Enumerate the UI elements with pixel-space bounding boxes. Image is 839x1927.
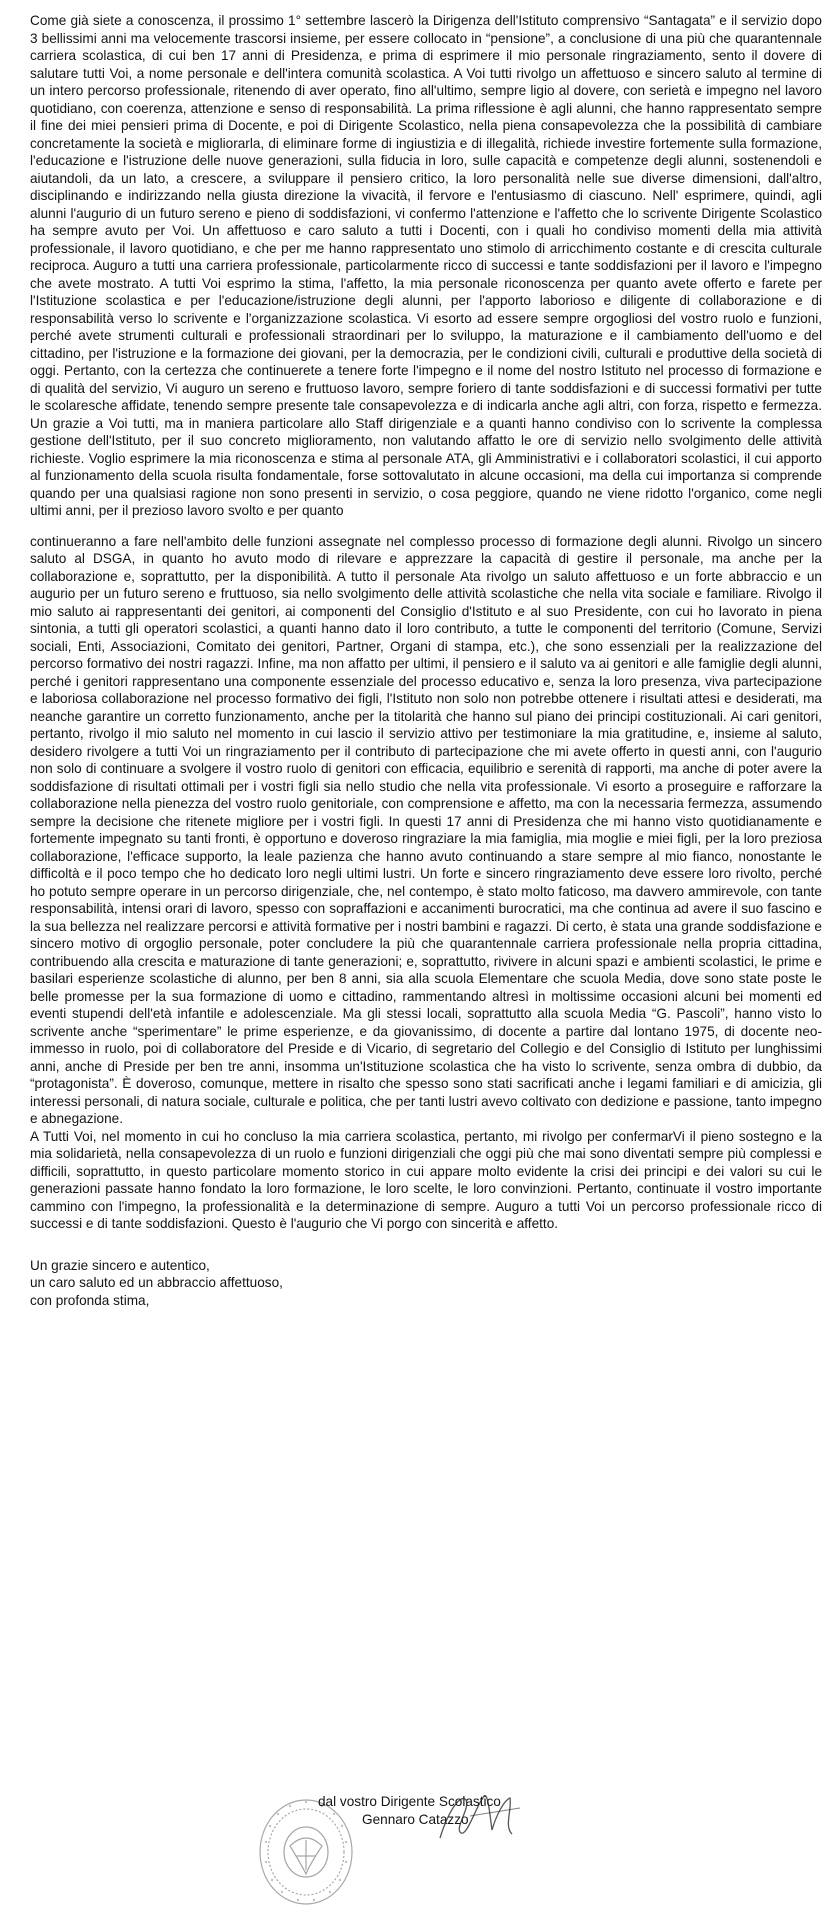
letter-paragraph-1: Come già siete a conoscenza, il prossimo 1° settembre lascerò la Dirigenza dell'Istituto comprensivo “Santagata” e il servizio dopo 3 bellissimi anni ma velocemente trascorsi insieme, per essere collocato in “pensione”, a conclusione di una più che quarantennale carriera scolastica, di cui ben 17 anni di Presidenza, e prima di esprimere il mio personale ringraziamento, sento il dovere di salutare tutti Voi, a nome personale e dell'intera comunità scolastica. A Voi tutti rivolgo un affettuoso e sincero saluto al termine di un intero percorso professionale, ritenendo di aver operato, fino all'ultimo, sempre ligio al dovere, con serietà e impegno nel lavoro quotidiano, con coerenza, attenzione e senso di responsabilità. La prima riflessione è agli alunni, che hanno rappresentato sempre il fine dei miei pensieri prima di Docente, e poi di Dirigente Scolastico, nella piena consapevolezza che la possibilità di cambiare concretamente la società e migliorarla, di eliminare forme di ingiustizia e di illegalità, richiede investire fortemente sulla formazione, l'educazione e l'istruzione delle nuove generazioni, sulla fiducia in loro, sulle capacità e competenze degli alunni, sostenendoli e aiutandoli, da un lato, a crescere, a sviluppare il pensiero critico, la loro personalità nelle sue diverse dimensioni, dall'altro, disciplinando e indirizzando nella giusta direzione la vivacità, il fervore e l'entusiasmo di ciascuno. Nell' esprimere, quindi, agli alunni l'augurio di un futuro sereno e pieno di soddisfazioni, vi confermo l'attenzione e l'affetto che lo scrivente Dirigente Scolastico ha sempre avuto per Voi. Un affettuoso e caro saluto a tutti i Docenti, con i quali ho condiviso momenti della mia attività professionale, il lavoro quotidiano, e che per me hanno rappresentato uno stimolo di arricchimento costante e di crescita culturale reciproca. Auguro a tutti una carriera professionale, particolarmente ricco di successi e tante soddisfazioni per il lavoro e l'impegno che avete mostrato. A tutti Voi esprimo la stima, l'affetto, la mia personale riconoscenza per quanto avete offerto e farete per l'Istituzione scolastica e per l'educazione/istruzione degli alunni, per l'apporto laborioso e diligente di collaborazione e di responsabilità verso lo scrivente e l'organizzazione scolastica. Vi esorto ad essere sempre orgogliosi del vostro ruolo e funzioni, perché avete strumenti culturali e professionali straordinari per lo sviluppo, la maturazione e il cambiamento dell'uomo e del cittadino, per l'istruzione e la formazione dei giovani, per la democrazia, per le condizioni civili, culturali e produttive della società di oggi. Pertanto, con la certezza che continuerete a tenere forte l'impegno e il nome del nostro Istituto nel processo di formazione e di qualità del servizio, Vi auguro un sereno e fruttuoso lavoro, sempre foriero di tante soddisfazioni e di successi formativi per tutte le scolaresche affidate, tenendo sempre presente tale consapevolezza e di indicarla anche agli altri, con forza, rispetto e fermezza. Un grazie a Voi tutti, ma in maniera particolare allo Staff dirigenziale e a quanti hanno condiviso con lo scrivente la complessa gestione dell'Istituto, per il suo concreto miglioramento, non valutando affatto le ore di servizio nello svolgimento delle attività richieste. Voglio esprimere la mia riconoscenza e stima al personale ATA, gli Amministrativi e i collaboratori scolastici, il cui apporto al funzionamento della scuola risulta fondamentale, forse sottovalutato in alcune occasioni, ma della cui importanza si comprende quando per una qualsiasi ragione non sono presenti in servizio, o cosa peggiore, quando ne viene ridotto l'organico, come negli ultimi anni, per il prezioso lavoro svolto e per quanto [30,13,822,518]
signature-block [250,1786,580,1918]
closing-line-3: con profonda stima, [30,1292,150,1308]
letter-body [30,12,822,1309]
letter-paragraph-2: continueranno a fare nell'ambito delle funzioni assegnate nel complesso processo di formazione degli alunni. Rivolgo un sincero saluto al DSGA, in quanto ho avuto modo di rilevare e apprezzare la capacità di gestire il personale, ma anche per la collaborazione e, soprattutto, per la disponibilità. A tutto il personale Ata rivolgo un saluto affettuoso e un forte abbraccio e un augurio per un futuro sereno e fruttuoso, sia nello svolgimento delle attività scolastiche che nella vita sociale e familiare. Rivolgo il mio saluto ai rappresentanti dei genitori, ai componenti del Consiglio d'Istituto e al suo Presidente, con cui ho lavorato in piena sintonia, a tutti gli operatori scolastici, a quanti hanno dato il loro contributo, a tutte le componenti del territorio (Comune, Servizi sociali, Enti, Associazioni, Comitato dei genitori, Partner, Organi di stampa, etc.), che sono essenziali per la realizzazione del percorso formativo dei nostri ragazzi. Infine, ma non affatto per ultimi, il pensiero e il saluto va ai genitori e alle famiglie degli alunni, perché i genitori rappresentano una componente essenziale del processo educativo e, senza la loro presenza, viva partecipazione e laboriosa collaborazione nel processo formativo dei figli, l'Istituto non solo non potrebbe ottenere i risultati attesi e desiderati, ma neanche garantire un corretto funzionamento, anche per la titolarità che hanno sul piano dei principi costituzionali. Ai cari genitori, pertanto, rivolgo il mio saluto nel momento in cui lascio il servizio attivo per testimoniare la mia gratitudine, e, insieme al saluto, desidero rivolgere a tutti Voi un ringraziamento per il contributo di partecipazione che mi avete offerto in questi anni, con l'augurio non solo di continuare a svolgere il vostro ruolo di genitori con efficacia, equilibrio e serenità di rapporti, ma anche di poter avere la soddisfazione di risultati ottimali per i vostri figli sia nello studio che nella vita professionale. Vi esorto a proseguire e rafforzare la collaborazione nella pienezza del vostro ruolo genitoriale, con comprensione e affetto, ma con la necessaria fermezza, assumendo sempre la decisione che ritenete migliore per i vostri figli. In questi 17 anni di Presidenza che mi hanno visto quotidianamente e fortemente impegnato su tanti fronti, è opportuno e doveroso ringraziare la mia famiglia, mia moglie e miei figli, per la loro preziosa collaborazione, l'efficace supporto, la leale pazienza che hanno avuto continuando a stare sempre al mio fianco, nonostante le difficoltà e il poco tempo che ho dedicato loro negli ultimi lustri. Un forte e sincero ringraziamento deve essere loro rivolto, perché ho potuto sempre operare in un percorso dirigenziale, che, nel contempo, è stato molto faticoso, ma davvero ammirevole, con tante responsabilità, intensi orari di lavoro, spesso con sopraffazioni e accanimenti burocratici, ma che continua ad avere il suo fascino e la sua bellezza nel realizzare percorsi e attività formative per i nostri bambini e ragazzi. Di certo, è stata una grande soddisfazione e sincero motivo di orgoglio personale, poter concludere la più che quarantennale carriera professionale nella propria cittadina, contribuendo alla crescita e maturazione di tante generazioni; e, soprattutto, rivivere in alcuni spazi e ambienti scolastici, le prime e basilari esperienze scolastiche di alunno, per ben 8 anni, sia alla scuola Elementare che scuola Media, dove sono state poste le belle promesse per la sua formazione di uomo e cittadino, rammentando altresì in moltissime occasioni alcuni bei momenti ed eventi stupendi dell'età infantile e adolescenziale. Ma gli stessi locali, soprattutto alla scuola Media “G. Pascoli”, hanno visto lo scrivente anche “sperimentare” le prime esperienze, e da giovanissimo, di docente a partire dal lontano 1975, di docente neo-immesso in ruolo, poi di collaboratore del Preside e di Vicario, di segretario del Collegio e del Consiglio di Istituto per lunghissimi anni, anche di Preside per ben tre anni, insomma un'Istituzione scolastica che ha visto lo scrivente, senza ombra di dubbio, da “protagonista”. È doveroso, comunque, mettere in risalto che spesso sono stati sacrificati anche i legami familiari e di amicizia, gli interessi personali, di natura sociale, culturale e politica, che per tanti lustri avevo coltivato con dedizione e passione, tanto impegno e abnegazione. [30,533,822,1126]
signature-name: Gennaro Catazzo [362,1812,469,1827]
signature-title: dal vostro Dirigente Scolastico [318,1794,501,1809]
closing-line-2: un caro saluto ed un abbraccio affettuoso, [30,1275,283,1290]
closing-block [30,1257,822,1310]
paragraph-gap [30,520,822,533]
handwritten-signature-icon [400,1786,550,1846]
letter-paragraph-3: A Tutti Voi, nel momento in cui ho concluso la mia carriera scolastica, pertanto, mi rivolgo per confermarVi il pieno sostegno e la mia solidarietà, nella consapevolezza di un ruolo e funzioni dirigenziali che oggi più che mai sono diventati sempre più complessi e difficili, soprattutto, in questo particolare momento storico in cui appare molto evidente la crisi dei principi e dei valori su cui le generazioni passate hanno fondato la loro formazione, le loro scelte, le loro convinzioni. Pertanto, continuate il vostro importante cammino con l'impegno, la professionalità e la determinazione di sempre. Auguro a tutti Voi un percorso professionale ricco di successi e di tante soddisfazioni. Questo è l'augurio che Vi porgo con sincerità e affetto. [30,1128,822,1231]
closing-line-1: Un grazie sincero e autentico, [30,1257,210,1273]
